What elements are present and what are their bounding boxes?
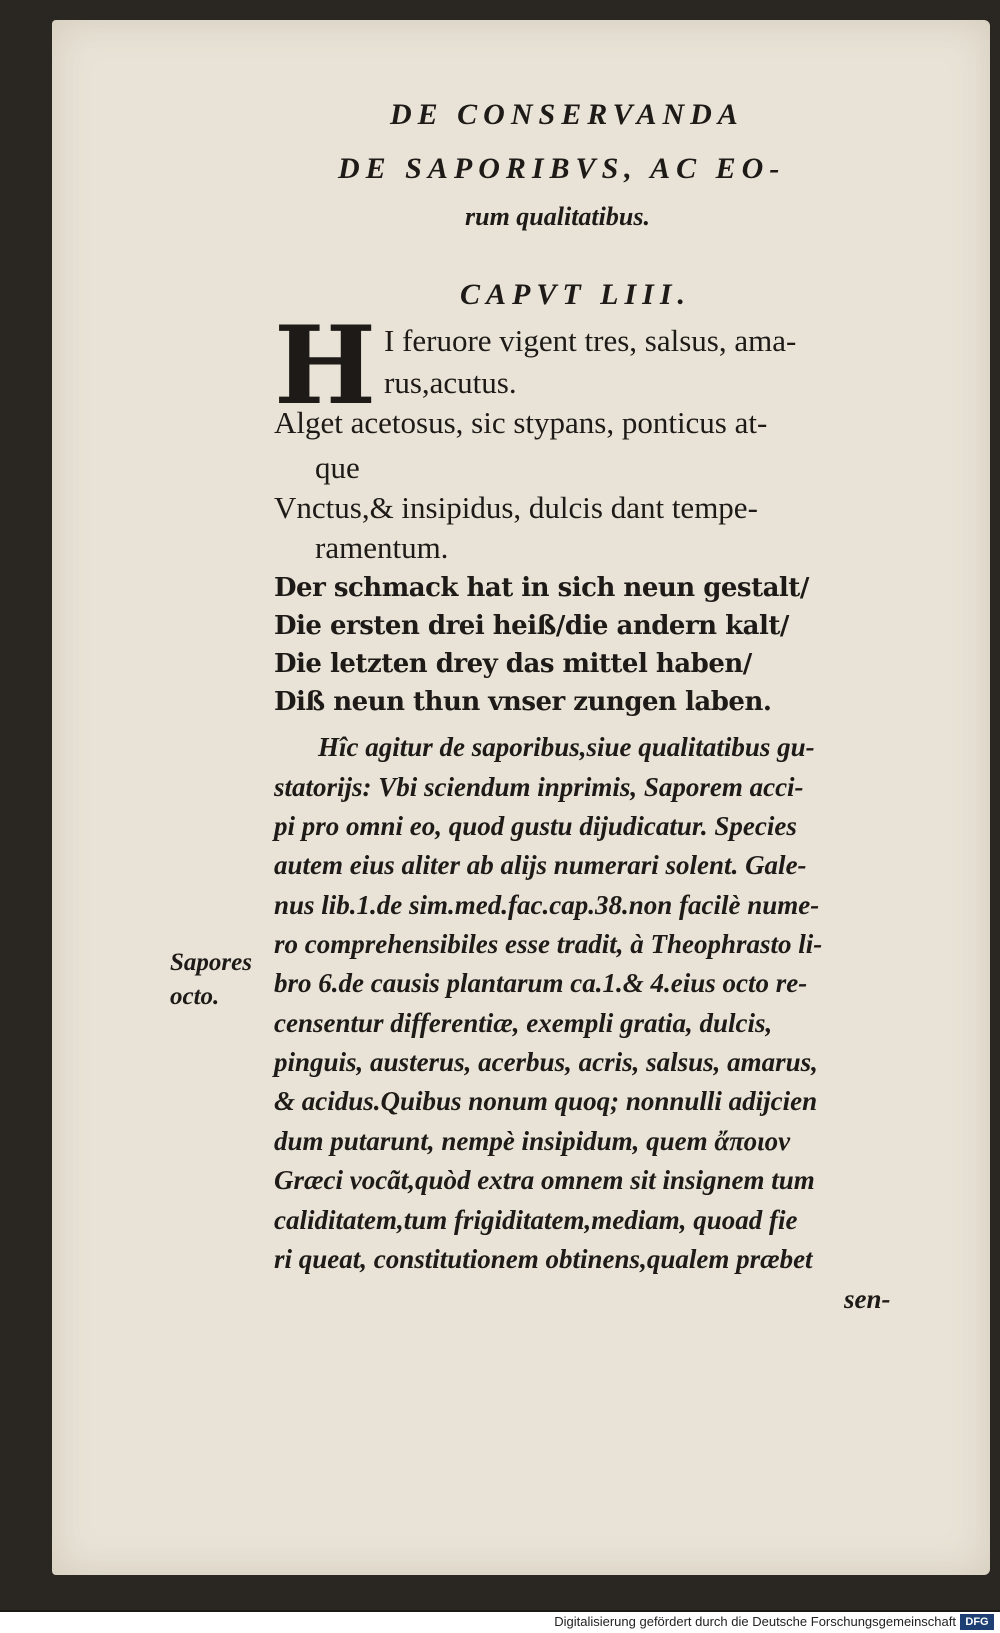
section-title-line-1: DE SAPORIBVS, AC EO- (338, 152, 786, 185)
commentary-line: bro 6.de causis plantarum ca.1.& 4.eius octo re- (274, 968, 808, 998)
verse-line: Vnctus,& insipidus, dulcis dant tempe- (274, 490, 758, 525)
chapter-heading: CAPVT LIII. (460, 278, 692, 311)
commentary-line: nus lib.1.de sim.med.fac.cap.38.non facilè nume- (274, 890, 820, 920)
commentary-line: Hîc agitur de saporibus,siue qualitatibus gu- (318, 732, 815, 762)
commentary-line: Græci vocãt,quòd extra omnem sit insignem tum (274, 1165, 815, 1195)
verse-line: que (315, 450, 360, 485)
book-page (52, 20, 990, 1575)
commentary-line: autem eius aliter ab alijs numerari solent. Gale- (274, 850, 807, 880)
commentary-line: pi pro omni eo, quod gustu dijudicatur. Species (274, 811, 797, 841)
german-verse-line: Diß neun thun vnser zungen laben. (274, 687, 772, 717)
german-verse-line: Die ersten drei heiß/die andern kalt/ (274, 611, 789, 641)
commentary-line: censentur differentiæ, exempli gratia, dulcis, (274, 1008, 773, 1038)
verse-line: I feruore vigent tres, salsus, ama- (384, 323, 797, 358)
funding-note: Digitalisierung gefördert durch die Deutsche Forschungsgemeinschaft (554, 1614, 956, 1629)
funding-footer (0, 1612, 1000, 1633)
commentary-line: caliditatem,tum frigiditatem,mediam, quoad fie (274, 1205, 798, 1235)
german-verse-line: Der schmack hat in sich neun gestalt/ (274, 573, 809, 603)
section-title-line-2: rum qualitatibus. (465, 202, 650, 231)
german-verse-line: Die letzten drey das mittel haben/ (274, 649, 752, 679)
commentary-line: ri queat, constitutionem obtinens,qualem præbet (274, 1244, 813, 1274)
catchword: sen- (844, 1284, 891, 1314)
verse-line: Alget acetosus, sic stypans, ponticus at- (274, 405, 768, 440)
dfg-logo-icon: DFG (960, 1614, 994, 1630)
drop-cap: H (274, 303, 377, 429)
verse-line: ramentum. (315, 530, 449, 565)
margin-note-line: octo. (170, 983, 220, 1010)
margin-note-line: Sapores (170, 949, 252, 976)
commentary-line: pinguis, austerus, acerbus, acris, salsus, amarus, (274, 1047, 818, 1077)
verse-line: rus,acutus. (384, 365, 517, 400)
commentary-line: dum putarunt, nempè insipidum, quem ἄποιον (274, 1126, 791, 1156)
commentary-line: & acidus.Quibus nonum quoq; nonnulli adijcien (274, 1086, 818, 1116)
margin-note (170, 946, 252, 1014)
commentary-line: ro comprehensibiles esse tradit, à Theophrasto li- (274, 929, 823, 959)
commentary-line: statorijs: Vbi sciendum inprimis, Saporem acci- (274, 772, 804, 802)
running-head: DE CONSERVANDA (390, 98, 744, 131)
